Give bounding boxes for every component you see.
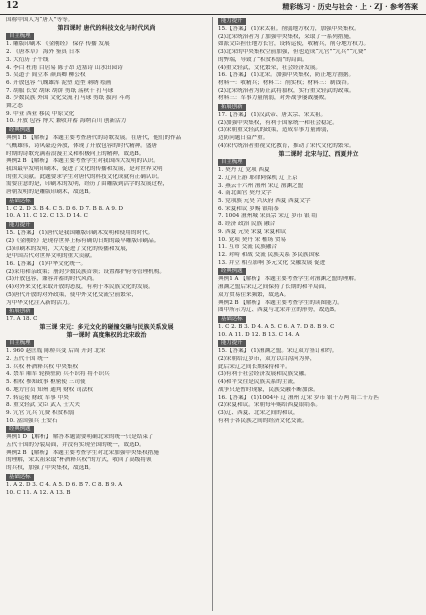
- answer-line: (2)宋朝给辽岁币，双方以白沟河为界，: [218, 356, 316, 363]
- answer-line: 2. 《唐本草》 海外 鉴真 日本: [6, 49, 80, 56]
- answer-line: (2)北宋统治者为防止武将篡权，实行重文轻武的政策。: [218, 87, 355, 94]
- answer-line: 如派文臣担任地方长官，设转运使，收精兵，削夺地方权力。: [218, 41, 370, 48]
- section-row: [218, 315, 419, 324]
- answer-line: 5. 党项族 元昊 兴庆府 西夏 西夏文字: [218, 198, 311, 205]
- answer-line: 16.【答案】 (1)北宋。加强中央集权，防止地方割据。: [218, 72, 355, 79]
- answer-line: 1. 契丹 辽 党项 西夏: [218, 167, 270, 174]
- header-title: 精彩练习 · 历史与社会 · 上 · ZJ · 参考答案: [282, 2, 418, 11]
- section-label: 能力提升: [218, 18, 246, 25]
- answer-line: 6. 宋夏和议 岁赐 银绢茶: [218, 205, 280, 212]
- section-row: [218, 267, 419, 276]
- answer-line: (2)加强中央集权，有利于国家统一和社会稳定。: [218, 119, 338, 126]
- answer-line: 1. 960 赵匡胤 陈桥兵变 后周 开封 北宋: [6, 348, 106, 355]
- answer-line: 五代十国的分裂局面，并没有实现全国的统一，故选D。: [6, 442, 145, 449]
- answer-line: 材料一：收精兵；材料二：削实权；材料三：制钱谷。: [218, 79, 353, 86]
- answer-line: (3)印刷术的发明，大大促进了文化的传播和发展，: [6, 245, 132, 252]
- section-row: [6, 473, 207, 482]
- answer-line: (3)开放包容，兼容并蓄的时代风尚。: [6, 276, 98, 283]
- section-label: 拓展创新: [6, 308, 34, 315]
- answer-line: 10. C 11. A 12. A 13. B: [6, 489, 71, 496]
- answer-line: 典例2 B 【解析】 本题主要考查学生对我国四大发明的认识。: [6, 158, 159, 165]
- answer-line: 8. 经济 政治 民族 融合: [218, 221, 276, 228]
- answer-line: 为中华文化注入新的活力。: [6, 299, 74, 306]
- answer-line: 1. C 2. B 3. D 4. A 5. C 6. A 7. D 8. B 9. C: [218, 323, 335, 330]
- answer-line: 材料三：军事力量削弱，对外战争屡战屡败。: [218, 95, 330, 102]
- answer-line: 8. 少数民族 外国 文化交流 打马球 剪纸 拔河 斗鸡: [6, 95, 131, 102]
- answer-line: 3. 燕云十六州 澶州 宋辽 澶渊之盟: [218, 182, 304, 189]
- section-row: [6, 221, 207, 230]
- answer-line: 5. 吴道子 阎立本 颜真卿 柳公权: [6, 72, 86, 79]
- section-row: [6, 339, 207, 348]
- answer-line: 16.【答案】 (1)中华文化统一。: [6, 260, 87, 267]
- answer-line: 7. 胡服 长安 胡床 胡饼 剪纸 荡秋千 打马球: [6, 87, 114, 94]
- answer-line: 10. A 11. D 12. B 13. C 14. A: [218, 331, 300, 338]
- lesson-title: 第二课时 北宋与辽、西夏并立: [278, 150, 359, 158]
- answer-line: 13. 并立 相互影响 多元文化 交融发展 促进: [218, 259, 326, 266]
- section-row: [6, 425, 207, 434]
- page-number: 12: [6, 1, 19, 11]
- answer-line: 9. 西夏 元昊 宋夏 宋夏和议: [218, 228, 287, 235]
- section-row: [6, 197, 207, 206]
- answer-line: 15.【答案】 (1)唐代是我国雕版印刷术发明和使用的时代。: [6, 230, 154, 237]
- answer-line: (4)和平交往是民族关系的主流，: [218, 379, 299, 386]
- answer-line: 是中国古代对世界文明的重大贡献。: [6, 253, 96, 260]
- answer-line: 5. 相权 参知政事 枢密使 三司使: [6, 379, 86, 386]
- answer-line: (4)对外来文化采取开放的态度，有利于本民族文化的发展。: [6, 284, 154, 291]
- answer-line: 有利于各民族之间的经济文化交流。: [218, 417, 308, 424]
- answer-line: 战争只是暂时现象，民族交融不断加深。: [218, 386, 319, 393]
- answer-line: 2. 五代十国 统一: [6, 356, 49, 363]
- section-label: 经典例题: [6, 127, 34, 134]
- answer-line: 2. 辽河上游 耶律阿保机 辽 上京: [218, 174, 298, 181]
- lesson-title: 第四课时 唐代的科技文化与时代风尚: [57, 24, 156, 32]
- answer-line: 需要注意的是，印刷术的发明，经历了由雕版到活字的发展过程，: [6, 181, 169, 188]
- section-label: 自主梳理: [6, 340, 34, 347]
- page-header: [0, 0, 426, 15]
- answer-line: 的弊端，导致了“积贫积弱”的局面。: [218, 56, 308, 63]
- answer-line: (2)采用和亲政策；册封少数民族首领；设置都护府等管理机构。: [6, 268, 165, 275]
- section-row: [218, 339, 419, 348]
- answer-line: 典例1 B 【解析】 本题主要考查唐代的诗歌发展。在唐代，他们的作品: [6, 135, 182, 142]
- answer-line: (4)重文轻武，文化繁荣，社会经济发展。: [218, 64, 322, 71]
- answer-line: 唐朝发明的是雕版印刷术，故选B。: [6, 189, 95, 196]
- section-label: 基础达标: [6, 474, 34, 481]
- column-divider: [212, 17, 213, 611]
- answer-line: 4. 李白 杜甫 白居易 陈子昂 边塞诗 山水田园诗: [6, 64, 123, 71]
- answer-line: 澶渊之盟后宋辽之间保持了长期的和平局面，: [218, 284, 330, 291]
- answer-line: 3. 大衍历 子午线: [6, 56, 49, 63]
- answer-line: 17. A 18. C: [6, 316, 38, 323]
- section-label: 能力提升: [6, 222, 34, 229]
- answer-line: (3)宋朝重文轻武的政策，造成军事力量薄弱，: [218, 127, 333, 134]
- section-label: 基础达标: [218, 316, 246, 323]
- answer-line: 9. 中亚 西亚 移民 中原文化: [6, 110, 75, 117]
- answer-line: 3. 兵权 杯酒释兵权 中央集权: [6, 363, 79, 370]
- answer-line: 10. A 11. C 12. C 13. D 14. C: [6, 213, 88, 220]
- answer-line: 12. 对峙 和战 交流 民族关系 多民族国家: [218, 251, 320, 258]
- answer-line: (3)有利于社会经济发展和民族交融。: [218, 371, 310, 378]
- answer-line: (3)北宋的中央集权空前加强，但也造成“冗官”“冗兵”“冗费”: [218, 49, 367, 56]
- answer-line: 4. 禁军 厢军 轮换驻防 兵不识将 将不识兵: [6, 371, 110, 378]
- answer-line: 典例2 B 【解析】 本题主要考查学生对北宋加强中央集权措施: [6, 449, 159, 456]
- section-row: [6, 32, 207, 41]
- answer-line: 10. 党项 契丹 宋 榷场 贸易: [218, 236, 287, 243]
- answer-line: (2)北宋统治者为了加强中央集权，采取了一系列措施，: [218, 33, 355, 40]
- answer-line: 4. 南北面官 契丹文字: [218, 190, 272, 197]
- answer-line: 8. 重文轻武 文臣 武人 士大夫: [6, 402, 80, 409]
- answer-line: 的兵权，加强了中央集权，故选B。: [6, 465, 95, 472]
- section-row: [218, 103, 419, 112]
- answer-line: 气概雄伟，诗风豪迈奔放，体现了开放包容的时代精神。盛唐: [6, 142, 158, 149]
- section-label: 能力提升: [218, 340, 246, 347]
- answer-line: 16.【答案】 (1)1004年 辽 澶州 辽宋 岁币 银十万两 绢二十万匹: [218, 394, 379, 401]
- answer-line: 双方贸易往来频繁，故选A。: [218, 291, 290, 298]
- section-row: [218, 17, 419, 26]
- section-label: 自主梳理: [218, 159, 246, 166]
- section-label: 基础达标: [6, 198, 34, 205]
- answer-line: 典例2 B 【解析】 本题主要考查学生的读图能力。: [218, 299, 343, 306]
- answer-line: 6. 开放包容 气魄雄浑 泥塑 造型 刺绣 绘画: [6, 79, 112, 86]
- answer-line: (5)唐代开放的对外政策，使中外文化交流空前繁荣，: [6, 291, 137, 298]
- answer-line: 我国最早发明印刷术，促进了文化的传播和发展，是对世界文明: [6, 165, 163, 172]
- answer-line: 9. 冗官 冗兵 冗费 积贫积弱: [6, 409, 75, 416]
- answer-line: 10. 富国强兵 王安石: [6, 417, 58, 424]
- answer-line: 边防问题日益严重。: [218, 135, 269, 142]
- answer-line: 11. 互市 交流 民族融合: [218, 244, 277, 251]
- answer-line: 15.【答案】 (1)澶渊之盟。宋辽双方签订和约。: [218, 348, 338, 355]
- answer-line: 此后宋辽之间长期保持和平。: [218, 363, 291, 370]
- answer-line: 典例1 D 【解析】 解答本题需要明确北宋的统一只是结束了: [6, 434, 154, 441]
- answer-line: 1. A 2. D 3. C 4. A 5. D 6. B 7. C 8. B 9. A: [6, 481, 123, 488]
- answer-line: 6. 地方官员 知州 通判 财权 司法权: [6, 386, 93, 393]
- answer-line: 15.【答案】 (1)宋太祖。削弱地方权力，加强中央集权。: [218, 26, 360, 32]
- answer-line: 10. 开放 包容 博大 兼收并蓄 海纳百川 创新活力: [6, 118, 127, 125]
- section-row: [218, 158, 419, 167]
- left-column: [6, 17, 207, 611]
- answer-line: 7. 1004 澶州城 宋真宗 宋辽 岁币 银 绢: [218, 213, 318, 220]
- answer-line: 舞之态: [6, 103, 23, 110]
- answer-line: 国称中国人为“唐人”等等。: [6, 17, 74, 23]
- answer-line: 17.【答案】 (1)汉武帝、唐太宗、宋太祖。: [218, 112, 327, 119]
- answer-line: 1. C 2. D 3. B 4. C 5. D 6. D 7. B 8. A 9. D: [6, 205, 124, 212]
- answer-line: 7. 转运使 财政 军事 中央: [6, 394, 69, 401]
- answer-line: 的理解，宋太祖采取“杯酒释兵权”的方式，收回了高级将领: [6, 457, 152, 464]
- section-label: 拓展创新: [218, 104, 246, 111]
- answer-line: 时期的诗歌充满着浪漫主义和积极向上的精神，故选B。: [6, 150, 145, 157]
- answer-line: 典例1 A 【解析】 本题主要考查学生对澶渊之盟的理解。: [218, 276, 360, 283]
- section-label: 经典例题: [6, 426, 34, 433]
- section-row: [6, 126, 207, 135]
- answer-line: 1. 雕版印刷术 《金刚经》 保存 传播 发展: [6, 41, 110, 48]
- answer-line: (4)宋代统治者重视文化教育，推动了宋代文化的繁荣。: [218, 142, 355, 149]
- right-column: [218, 17, 419, 611]
- section-row: [6, 307, 207, 316]
- answer-line: (3)辽、西夏、北宋之间的和议，: [218, 409, 299, 416]
- lesson-title: 第三课 宋元：多元文化的碰撞交融与民族关系发展: [39, 323, 174, 331]
- answer-line: (2)《金刚经》是现存世界上标有确切日期的最早雕版印刷品。: [6, 237, 160, 244]
- answer-line: 图中所示为辽、西夏与北宋并立的形势，故选B。: [218, 307, 340, 314]
- answer-line: (2)宋夏和议。宋朝每年赐给西夏银绢茶。: [218, 402, 322, 409]
- answer-line: 的重大贡献。此题要求学生对唐代的科技文化成就有正确认识。: [6, 173, 163, 180]
- section-label: 经典例题: [218, 268, 246, 275]
- lesson-title: 第一课时 高度集权的北宋政治: [66, 331, 147, 339]
- section-label: 自主梳理: [6, 33, 34, 40]
